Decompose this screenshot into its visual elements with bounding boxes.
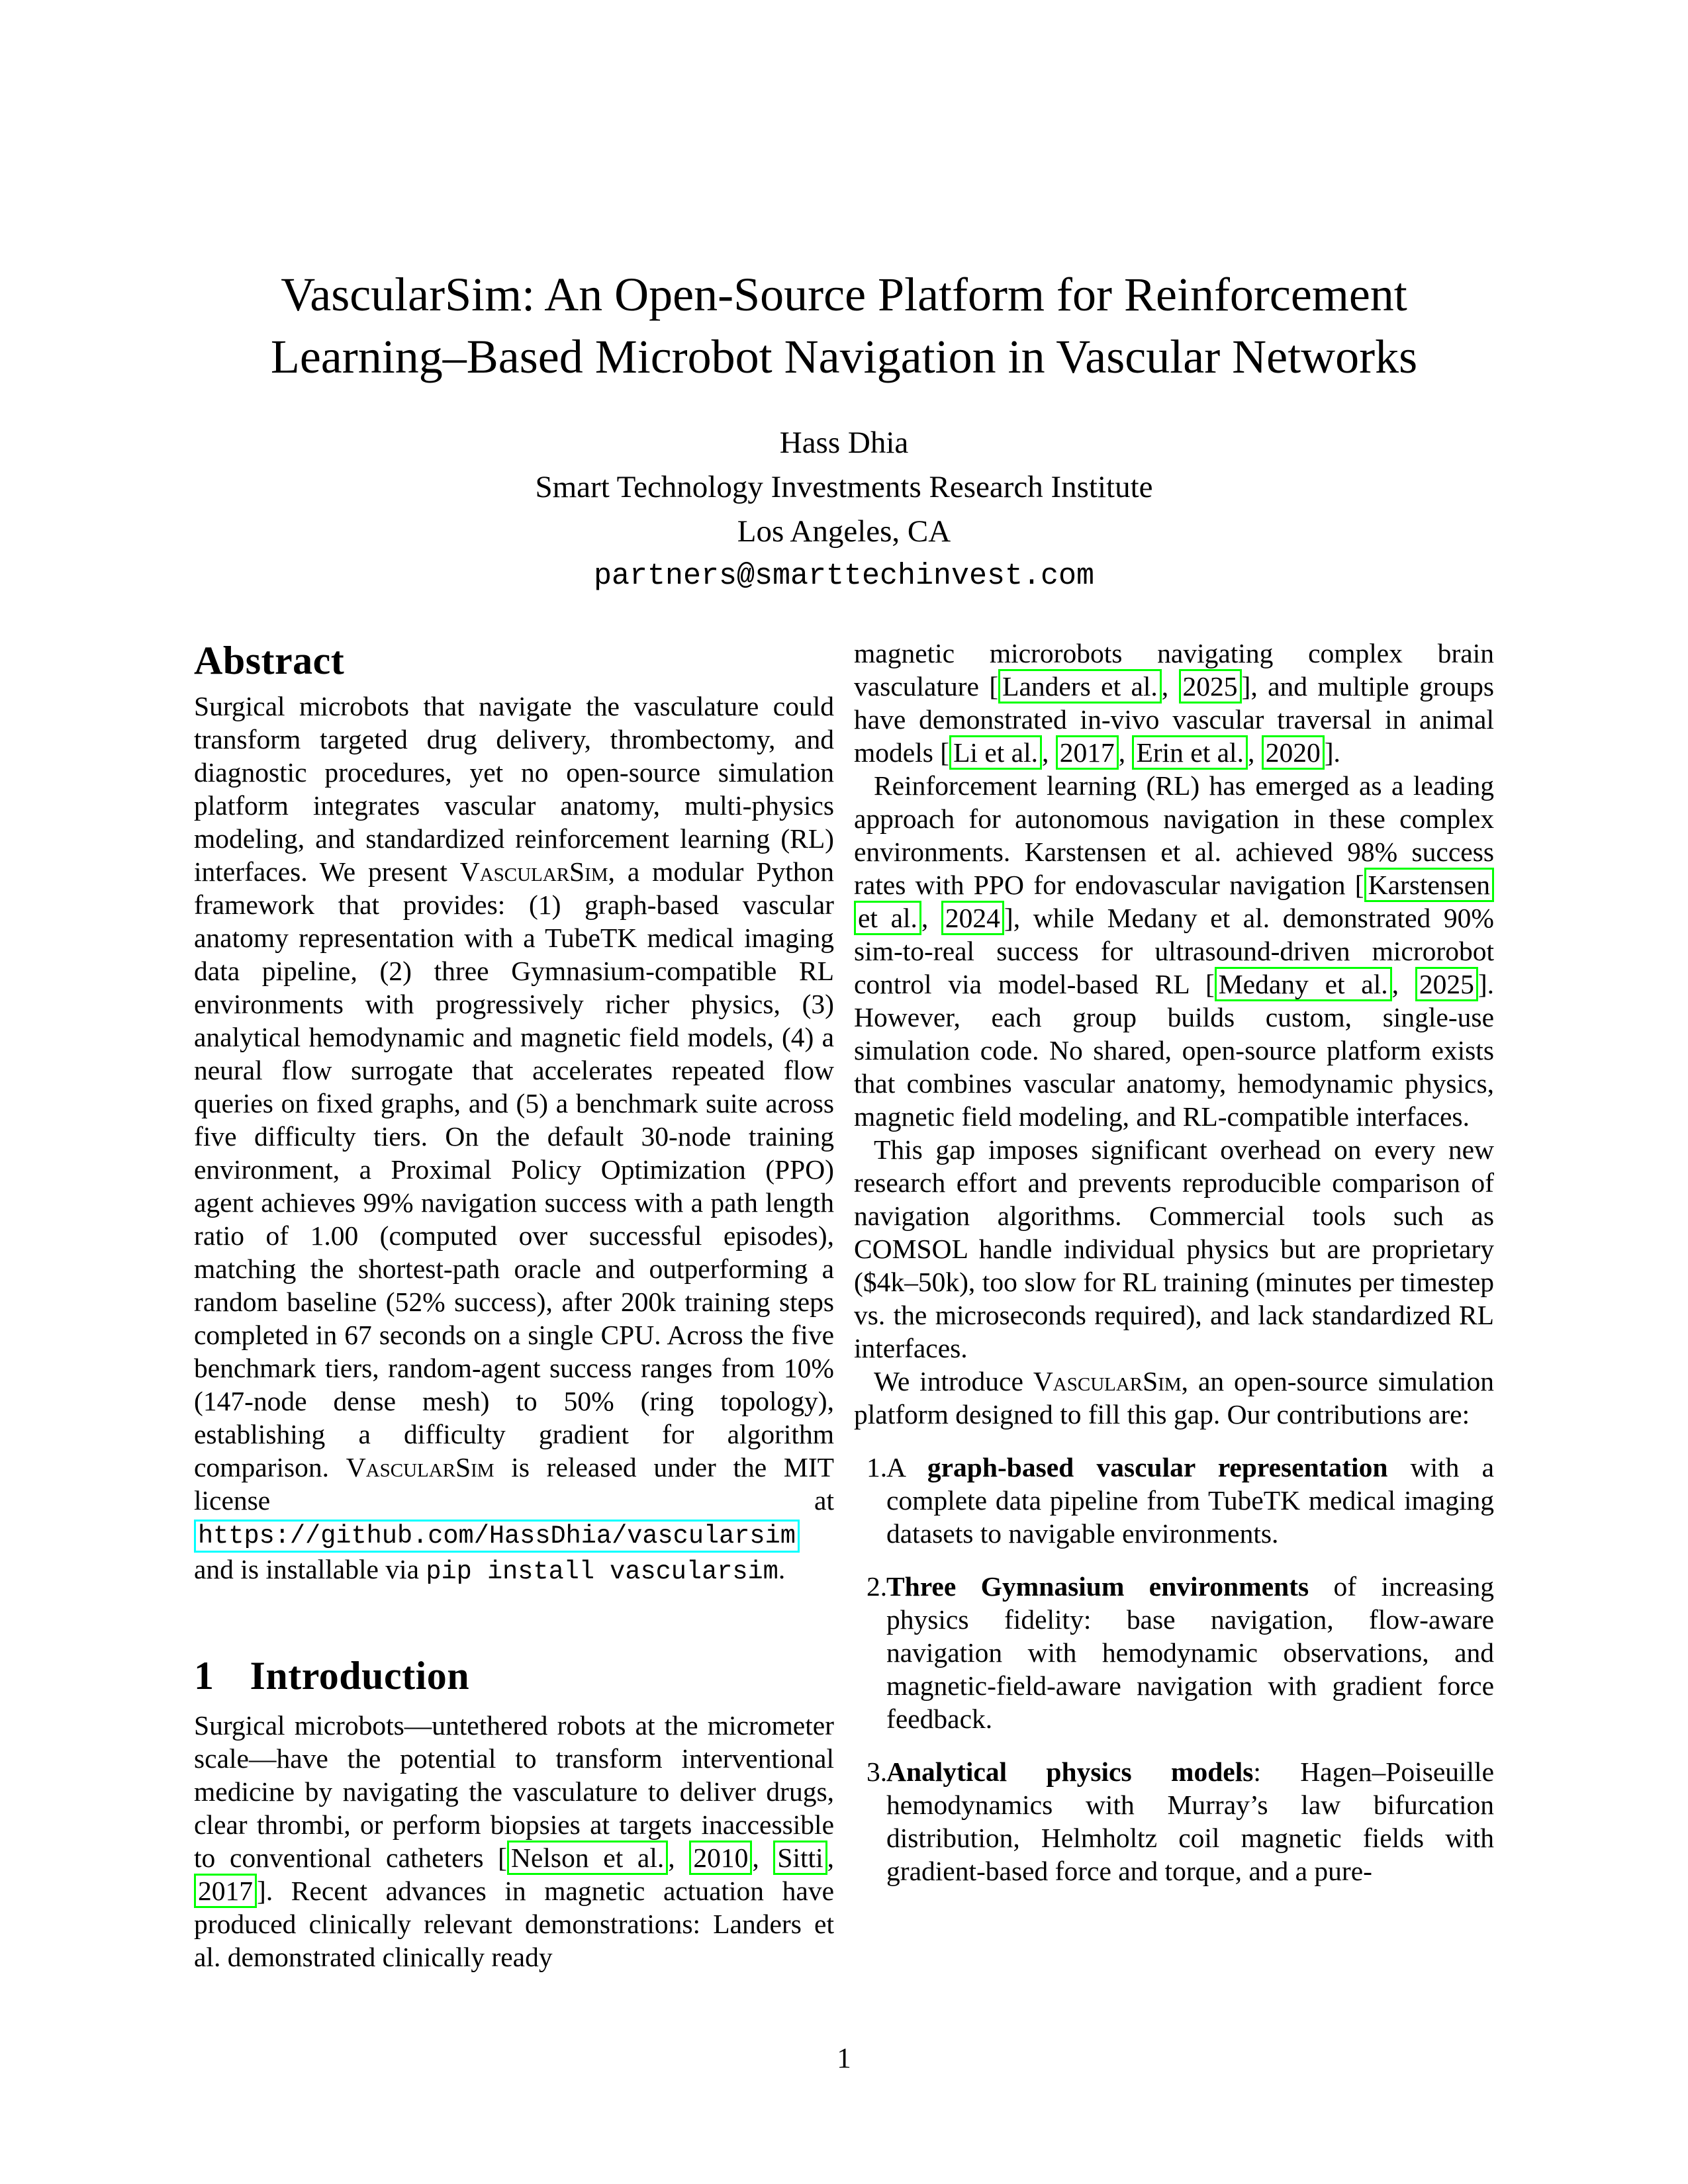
- bold-text: Three Gymnasium environments: [886, 1571, 1309, 1602]
- contributions-list: [854, 1451, 1494, 1888]
- text-run: ,: [1247, 737, 1262, 768]
- text-run: magnetic microrobots navigating complex brain vasculature [: [854, 638, 1494, 702]
- author-email: partners@smarttechinvest.com: [593, 559, 1095, 593]
- list-item: [854, 1755, 1494, 1888]
- author-affiliation: Smart Technology Investments Research Institute: [535, 470, 1153, 504]
- text-run: ,: [1118, 737, 1133, 768]
- url-link[interactable]: https://github.com/HassDhia/vascularsim: [194, 1520, 800, 1553]
- section-heading-introduction: [194, 1652, 834, 1700]
- two-column-body: [194, 637, 1494, 1974]
- text-run: ,: [827, 1843, 834, 1873]
- author-location: Los Angeles, CA: [737, 514, 951, 549]
- text-run: ]. However, each group builds custom, single-use simulation code. No shared, open-source platform exists that combines vascular anatomy, hemodynamic physics, magnetic field modeling, and RL-compatible interfaces.: [854, 969, 1495, 1132]
- citation-link[interactable]: Karstensen et al.: [854, 868, 1494, 935]
- text-run: A: [886, 1452, 927, 1482]
- citation-link[interactable]: 2017: [1056, 735, 1119, 770]
- list-item-text: [886, 1451, 1494, 1550]
- list-item-text: [886, 1570, 1494, 1735]
- code-text: pip install vascularsim: [426, 1557, 778, 1586]
- citation-link[interactable]: Li et al.: [949, 735, 1042, 770]
- citation-link[interactable]: 2010: [689, 1841, 752, 1875]
- list-item-number: 2.: [867, 1571, 888, 1602]
- citation-link[interactable]: 2025: [1179, 669, 1242, 704]
- intro-paragraph-4: [854, 1365, 1494, 1431]
- page-number: 1: [837, 2043, 851, 2074]
- text-run: This gap imposes significant overhead on every new research effort and prevents reproducible comparison of navigation algorithms. Commercial tools such as COMSOL handle individual physics but are proprietary ($4k–50k), too slow for RL training (minutes per timestep vs. the microseconds required), and lack standardized RL interfaces.: [854, 1134, 1494, 1363]
- citation-link[interactable]: 2017: [194, 1874, 257, 1908]
- text-run: with a complete data pipeline from TubeTK medical imaging datasets to navigable environments.: [886, 1452, 1494, 1549]
- smallcaps-text: VascularSim: [459, 856, 608, 887]
- text-run: Surgical microbots—untethered robots at the micrometer scale—have the potential to transform interventional medicine by navigating the vasculature to deliver drugs, clear thrombi, or perform biopsies at targets inaccessible to conventional catheters [: [194, 1710, 834, 1873]
- citation-link[interactable]: 2025: [1415, 967, 1478, 1001]
- citation-link[interactable]: Nelson et al.: [507, 1841, 668, 1875]
- bold-text: graph-based vascular representation: [927, 1452, 1388, 1482]
- list-item-number: 1.: [867, 1452, 888, 1482]
- list-item: [854, 1570, 1494, 1735]
- text-run: ]. Recent advances in magnetic actuation have produced clinically relevant demonstrations: Landers et al. demonstrated clinically ready: [194, 1876, 834, 1972]
- text-run: ,: [1041, 737, 1056, 768]
- text-run: ,: [921, 903, 941, 933]
- section-title: Introduction: [250, 1654, 470, 1698]
- text-run: ].: [1324, 737, 1340, 768]
- title-line-1: VascularSim: An Open-Source Platform for Reinforcement: [281, 268, 1407, 321]
- paper-title: [0, 263, 1688, 388]
- author-block: [0, 421, 1688, 598]
- text-run: We introduce: [874, 1366, 1033, 1396]
- intro-paragraph-3: [854, 1133, 1494, 1365]
- smallcaps-text: VascularSim: [346, 1452, 494, 1482]
- citation-link[interactable]: Sitti: [773, 1841, 827, 1875]
- citation-link[interactable]: Erin et al.: [1132, 735, 1247, 770]
- list-item-number: 3.: [867, 1756, 888, 1787]
- title-line-2: Learning–Based Microbot Navigation in Vascular Networks: [270, 330, 1418, 383]
- abstract-heading: Abstract: [194, 639, 345, 682]
- list-item: [854, 1451, 1494, 1550]
- text-run: ,: [752, 1843, 774, 1873]
- smallcaps-text: VascularSim: [1033, 1366, 1182, 1396]
- intro-paragraph-1: [194, 1709, 834, 1974]
- text-run: Surgical microbots that navigate the vasculature could transform targeted drug delivery, thrombectomy, and diagnostic procedures, yet no open-source simulation platform integrates vascular anatomy, multi-physics modeling, and standardized reinforcement learning (RL) interfaces. We present: [194, 691, 834, 887]
- citation-link[interactable]: Medany et al.: [1215, 967, 1392, 1001]
- text-run: Reinforcement learning (RL) has emerged as a leading approach for autonomous navigation in these complex environments. Karstensen et al. achieved 98% success rates with PPO for endovascular navigation [: [854, 770, 1494, 900]
- text-run: is released under the MIT license at: [194, 1452, 835, 1516]
- text-run: ,: [1161, 671, 1179, 702]
- text-run: : Hagen–Poiseuille hemodynamics with Murray’s law bifurcation distribution, Helmholtz coil magnetic fields with gradient-based force and torque, and a pure-: [886, 1756, 1494, 1886]
- section-number: 1: [194, 1654, 214, 1698]
- text-run: , a modular Python framework that provides: (1) graph-based vascular anatomy representation with a TubeTK medical imaging data pipeline, (2) three Gymnasium-compatible RL environments with progressively richer physics, (3) analytical hemodynamic and magnetic field models, (4) a neural flow surrogate that accelerates repeated flow queries on fixed graphs, and (5) a benchmark suite across five difficulty tiers. On the default 30-node training environment, a Proximal Policy Optimization (PPO) agent achieves 99% navigation success with a path length ratio of 1.00 (computed over successful episodes), matching the shortest-path oracle and outperforming a random baseline (52% success), after 200k training steps completed in 67 seconds on a single CPU. Across the five benchmark tiers, random-agent success ranges from 10% (147-node dense mesh) to 50% (ring topology), establishing a difficulty gradient for algorithm comparison.: [194, 856, 834, 1482]
- text-run: , an open-source simulation platform designed to fill this gap. Our contributions are:: [854, 1366, 1494, 1430]
- text-run: ,: [1391, 969, 1415, 999]
- intro-paragraph-1-continued: [854, 637, 1494, 769]
- bold-text: Analytical physics models: [886, 1756, 1254, 1787]
- author-name: Hass Dhia: [779, 426, 909, 460]
- text-run: of increasing physics fidelity: base navigation, flow-aware navigation with hemodynamic observations, and magnetic-field-aware navigation with gradient force feedback.: [886, 1571, 1494, 1734]
- text-run: ,: [668, 1843, 690, 1873]
- list-item-text: [886, 1755, 1494, 1888]
- citation-link[interactable]: 2024: [941, 901, 1004, 935]
- left-column: [194, 637, 834, 1974]
- citation-link[interactable]: 2020: [1262, 735, 1325, 770]
- citation-link[interactable]: Landers et al.: [998, 669, 1162, 704]
- text-run: ], while Medany et al. demonstrated 90% sim-to-real success for ultrasound-driven microrobot control via model-based RL [: [854, 903, 1494, 999]
- intro-paragraph-2: [854, 769, 1494, 1133]
- text-run: and is installable via: [194, 1554, 426, 1584]
- right-column: [854, 637, 1494, 1907]
- text-run: ], and multiple groups have demonstrated in-vivo vascular traversal in animal models [: [854, 671, 1495, 768]
- text-run: .: [778, 1554, 786, 1584]
- abstract-paragraph: [194, 690, 834, 1588]
